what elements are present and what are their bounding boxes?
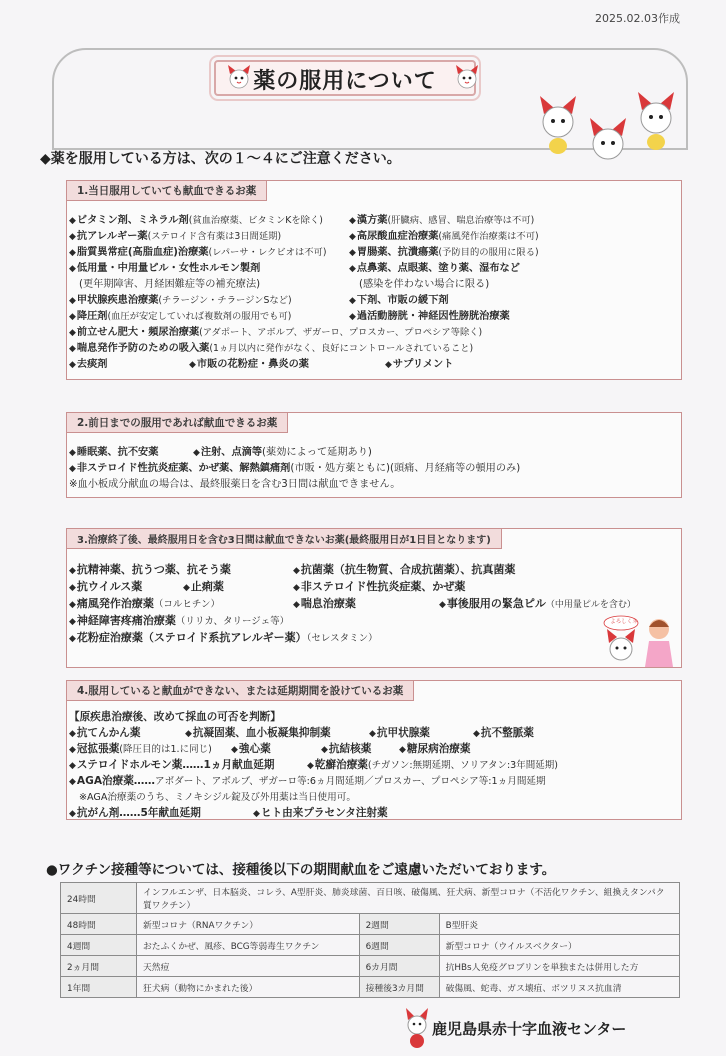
item-note: （セレスタミン） bbox=[306, 633, 378, 644]
item-note: (血圧が安定していれば複数剤の服用でも可) bbox=[107, 311, 292, 322]
list-item bbox=[69, 243, 677, 259]
list-item: ◆ステロイドホルモン薬……1ヵ月献血延期 ◆乾癬治療薬(チガソン:無期延期、ソリアタン:3年間延期) bbox=[69, 759, 558, 771]
item-note: アボダート、アボルブ、ザガーロ等:6ヵ月間延期／プロスカー、プロペシア等:1ヵ月間延期 bbox=[154, 776, 546, 787]
list-item: ◆AGA治療薬……アボダート、アボルブ、ザガーロ等:6ヵ月間延期／プロスカー、プロペシア等:1ヵ月間延期 bbox=[69, 775, 546, 787]
list-item: ◆抗ウイルス薬 ◆止痢薬 ◆非ステロイド性抗炎症薬、かぜ薬 bbox=[69, 580, 466, 593]
list-item: ◆睡眠薬、抗不安薬 ◆注射、点滴等(薬効によって延期あり) bbox=[69, 447, 372, 458]
bullet-icon: ◆ bbox=[69, 312, 76, 322]
item-note: (チラージン・チラージンSなど) bbox=[158, 295, 292, 306]
table-cell: B型肝炎 bbox=[439, 914, 679, 935]
bullet-icon: ◆ bbox=[473, 729, 480, 739]
table-cell: 抗HBs人免疫グロブリンを単独または併用した方 bbox=[439, 956, 679, 977]
list-item bbox=[69, 339, 677, 355]
item-label: 抗甲状腺薬 bbox=[376, 727, 430, 739]
item-label: 抗結核薬 bbox=[328, 743, 372, 755]
table-cell: 6週間 bbox=[359, 935, 439, 956]
list-item: ◆非ステロイド性抗炎症薬、かぜ薬、解熱鎮痛剤(市販・処方薬ともに)(頭痛、月経痛等の頓用のみ) bbox=[69, 463, 521, 474]
bullet-icon: ◆ bbox=[349, 296, 356, 306]
item-label: 漢方薬 bbox=[356, 215, 388, 226]
item-note: (降圧目的は1.に同じ) bbox=[119, 744, 212, 755]
list-item bbox=[69, 355, 677, 371]
item-label: 市販の花粉症・鼻炎の薬 bbox=[196, 359, 309, 370]
item-label: 去痰剤 bbox=[76, 359, 108, 370]
table-row bbox=[61, 977, 680, 998]
section-three-days bbox=[66, 528, 682, 668]
item-note: (痛風発作治療薬は不可) bbox=[438, 231, 539, 242]
item-label: 甲状腺疾患治療薬 bbox=[76, 295, 159, 306]
table-row bbox=[61, 883, 680, 914]
bullet-icon: ◆ bbox=[69, 360, 76, 370]
bullet-icon: ◆ bbox=[69, 216, 76, 226]
item-label: 止痢薬 bbox=[190, 580, 224, 593]
section-note: ※血小板成分献血の場合は、最終服薬日を含む3日間は献血できません。 bbox=[69, 479, 401, 490]
table-cell: インフルエンザ、日本脳炎、コレラ、A型肝炎、肺炎球菌、百日咳、破傷風、狂犬病、新型コロナ（不活化ワクチン、組換えタンパク質ワクチン） bbox=[137, 883, 680, 914]
section-title: 1.当日服用していても献血できるお薬 bbox=[67, 181, 267, 201]
item-note: (1ヵ月以内に発作がなく、良好にコントロールされていること) bbox=[209, 343, 474, 354]
item-label: 乾癬治療薬 bbox=[314, 759, 368, 771]
item-label: 非ステロイド性抗炎症薬、かぜ薬、解熱鎮痛剤 bbox=[76, 463, 291, 474]
note-text bbox=[69, 475, 677, 491]
list-item bbox=[69, 789, 677, 805]
bullet-icon: ◆ bbox=[349, 232, 356, 242]
item-label: 下剤、市販の緩下剤 bbox=[356, 295, 449, 306]
bullet-icon: ◆ bbox=[189, 360, 196, 370]
bullet-icon: ◆ bbox=[385, 360, 392, 370]
item-label: ステロイドホルモン薬……1ヵ月献血延期 bbox=[76, 759, 275, 771]
section-same-day bbox=[66, 180, 682, 380]
bullet-icon: ◆ bbox=[349, 216, 356, 226]
item-label: 高尿酸血症治療薬 bbox=[356, 231, 439, 242]
item-label: 事後服用の緊急ピル bbox=[446, 597, 546, 610]
item-label: 脂質異常症(高脂血症)治療薬 bbox=[76, 247, 209, 258]
item-note: (チガソン:無期延期、ソリアタン:3年間延期) bbox=[367, 760, 558, 771]
bullet-icon: ◆ bbox=[369, 729, 376, 739]
bullet-icon: ◆ bbox=[69, 344, 76, 354]
item-label: 冠拡張薬 bbox=[76, 743, 120, 755]
bullet-icon: ◆ bbox=[69, 264, 76, 274]
list-item bbox=[69, 307, 677, 323]
item-label: 抗凝固薬、血小板凝集抑制薬 bbox=[192, 727, 331, 739]
footer-org-name: 鹿児島県赤十字血液センター bbox=[432, 1020, 627, 1038]
item-note: (市販・処方薬ともに)(頭痛、月経痛等の頓用のみ) bbox=[290, 463, 521, 474]
table-cell: 天然痘 bbox=[137, 956, 360, 977]
section-note: ※AGA治療薬のうち、ミノキシジル錠及び外用薬は当日使用可。 bbox=[79, 792, 356, 803]
bullet-icon: ◆ bbox=[69, 232, 76, 242]
table-cell: 24時間 bbox=[61, 883, 137, 914]
item-note: (肝臓病、感冒、喘息治療等は不可) bbox=[387, 215, 535, 226]
item-label: ヒト由来プラセンタ注射薬 bbox=[260, 807, 388, 819]
item-note: (薬効によって延期あり) bbox=[262, 447, 372, 458]
item-label: 抗てんかん薬 bbox=[76, 727, 141, 739]
item-label: 痛風発作治療薬 bbox=[76, 597, 154, 610]
bullet-icon: ◆ bbox=[349, 312, 356, 322]
mascot-icon bbox=[226, 64, 252, 90]
list-item bbox=[69, 291, 677, 307]
item-label: 前立せん肥大・頻尿治療薬 bbox=[76, 327, 200, 338]
item-label: 神経障害疼痛治療薬 bbox=[76, 614, 176, 627]
mascot-icon bbox=[454, 64, 480, 90]
item-label: 喘息治療薬 bbox=[300, 597, 356, 610]
table-cell: 2ヵ月間 bbox=[61, 956, 137, 977]
section-day-before bbox=[66, 412, 682, 498]
section-title: 3.治療終了後、最終服用日を含む3日間は献血できないお薬(最終服用日が1日目となります) bbox=[67, 529, 502, 549]
item-label: 点鼻薬、点眼薬、塗り薬、湿布など bbox=[356, 263, 520, 274]
item-label: 注射、点滴等 bbox=[200, 447, 263, 458]
item-note: （コルヒチン） bbox=[153, 599, 220, 610]
section-rows bbox=[69, 443, 677, 491]
table-cell: 狂犬病（動物にかまれた後） bbox=[137, 977, 360, 998]
table-cell: 48時間 bbox=[61, 914, 137, 935]
item-note: (ステロイド含有薬は3日間延期) bbox=[147, 231, 282, 242]
item-label: サプリメント bbox=[392, 359, 454, 370]
bullet-icon: ◆ bbox=[185, 729, 192, 739]
item-label: 花粉症治療薬（ステロイド系抗アレルギー薬） bbox=[76, 631, 307, 644]
list-item: ◆抗がん剤……5年献血延期 ◆ヒト由来プラセンタ注射薬 bbox=[69, 807, 388, 819]
mascot-logo-icon bbox=[404, 1006, 430, 1050]
item-note: （中用量ピルを含む） bbox=[545, 600, 636, 610]
section-cannot-donate bbox=[66, 680, 682, 820]
table-cell: 1年間 bbox=[61, 977, 137, 998]
bullet-icon: ◆ bbox=[349, 248, 356, 258]
item-note: (貧血治療薬、ビタミンKを除く) bbox=[188, 215, 323, 226]
table-cell: 接種後3カ月間 bbox=[359, 977, 439, 998]
table-cell: 4週間 bbox=[61, 935, 137, 956]
item-note: (アダポート、アボルブ、ザガーロ、プロスカー、プロペシア等除く) bbox=[199, 327, 483, 338]
list-item bbox=[69, 227, 677, 243]
page-title: 薬の服用について bbox=[253, 69, 437, 94]
item-note: (予防目的の服用に限る) bbox=[438, 247, 539, 258]
bullet-icon: ◆ bbox=[69, 729, 76, 739]
section-title: 4.服用していると献血ができない、または延期期間を設けているお薬 bbox=[67, 681, 414, 701]
table-cell: 6カ月間 bbox=[359, 956, 439, 977]
item-label: 抗精神薬、抗うつ薬、抗そう薬 bbox=[76, 563, 231, 576]
page-date: 2025.02.03作成 bbox=[595, 12, 680, 25]
item-label: 睡眠薬、抗不安薬 bbox=[76, 447, 159, 458]
table-cell: 新型コロナ（RNAワクチン） bbox=[137, 914, 360, 935]
table-cell: 破傷風、蛇毒、ガス壊疽、ボツリヌス抗血清 bbox=[439, 977, 679, 998]
vaccine-table bbox=[60, 882, 680, 998]
item-note: (更年期障害、月経困難症等の補充療法) bbox=[79, 279, 261, 290]
bullet-icon: ◆ bbox=[69, 248, 76, 258]
item-label: 抗ウイルス薬 bbox=[76, 580, 143, 593]
list-item bbox=[69, 275, 677, 291]
bullet-icon: ◆ bbox=[69, 296, 76, 306]
list-item: ◆冠拡張薬(降圧目的は1.に同じ) ◆強心薬 ◆抗結核薬 ◆糖尿病治療薬 bbox=[69, 743, 471, 755]
item-label: 非ステロイド性抗炎症薬、かぜ薬 bbox=[300, 580, 466, 593]
item-label: 抗がん剤……5年献血延期 bbox=[76, 807, 201, 819]
mascot-group-icon bbox=[528, 92, 688, 174]
bullet-icon: ◆ bbox=[349, 264, 356, 274]
table-row bbox=[61, 914, 680, 935]
section-title: 2.前日までの服用であれば献血できるお薬 bbox=[67, 413, 288, 433]
intro-heading: ◆薬を服用している方は、次の１～４にご注意ください。 bbox=[40, 151, 401, 167]
list-item: ◆花粉症治療薬（ステロイド系抗アレルギー薬）（セレスタミン） bbox=[69, 631, 378, 644]
subheading: 【原疾患治療後、改めて採血の可否を判断】 bbox=[69, 711, 281, 723]
section-rows bbox=[69, 561, 677, 646]
table-cell: 新型コロナ（ウイルスベクター） bbox=[439, 935, 679, 956]
table-cell: 2週間 bbox=[359, 914, 439, 935]
item-label: 降圧剤 bbox=[76, 311, 108, 322]
item-label: 喘息発作予防のための吸入薬 bbox=[76, 343, 210, 354]
section-rows bbox=[69, 709, 677, 821]
item-label: 過活動膀胱・神経因性膀胱治療薬 bbox=[356, 311, 510, 322]
table-row bbox=[61, 935, 680, 956]
list-item bbox=[69, 323, 677, 339]
table-row bbox=[61, 956, 680, 977]
list-item: ◆神経障害疼痛治療薬（リリカ、タリージェ等） bbox=[69, 614, 290, 627]
list-item bbox=[69, 709, 677, 725]
list-item bbox=[69, 725, 677, 741]
item-label: 抗アレルギー薬 bbox=[76, 231, 148, 242]
item-note: (感染を伴わない場合に限る) bbox=[359, 279, 490, 290]
item-note: (レパーサ・レクビオは不可) bbox=[208, 247, 327, 258]
item-note: （リリカ、タリージェ等） bbox=[175, 616, 290, 627]
item-label: AGA治療薬…… bbox=[76, 775, 155, 787]
bullet-icon: ◆ bbox=[69, 328, 76, 338]
vaccine-heading: ●ワクチン接種等については、接種後以下の期間献血をご遠慮いただいております。 bbox=[46, 862, 556, 878]
item-label: 抗不整脈薬 bbox=[480, 727, 534, 739]
item-label: 抗菌薬（抗生物質、合成抗菌薬）、抗真菌薬 bbox=[300, 563, 516, 576]
item-label: 強心薬 bbox=[238, 743, 271, 755]
item-label: 低用量・中用量ピル・女性ホルモン製剤 bbox=[76, 263, 261, 274]
item-label: ビタミン剤、ミネラル剤 bbox=[76, 215, 189, 226]
list-item: ◆痛風発作治療薬（コルヒチン） ◆喘息治療薬 ◆事後服用の緊急ピル（中用量ピルを含む） bbox=[69, 597, 636, 610]
list-item bbox=[69, 211, 677, 227]
speech-bubble: よろしくネ bbox=[610, 619, 638, 625]
item-label: 胃腸薬、抗潰瘍薬 bbox=[356, 247, 439, 258]
list-item: ◆抗精神薬、抗うつ薬、抗そう薬 ◆抗菌薬（抗生物質、合成抗菌薬）、抗真菌薬 bbox=[69, 563, 516, 576]
table-cell: おたふくかぜ、風疹、BCG等弱毒生ワクチン bbox=[137, 935, 360, 956]
list-item bbox=[69, 259, 677, 275]
section-rows bbox=[69, 211, 677, 371]
item-label: 糖尿病治療薬 bbox=[406, 743, 471, 755]
